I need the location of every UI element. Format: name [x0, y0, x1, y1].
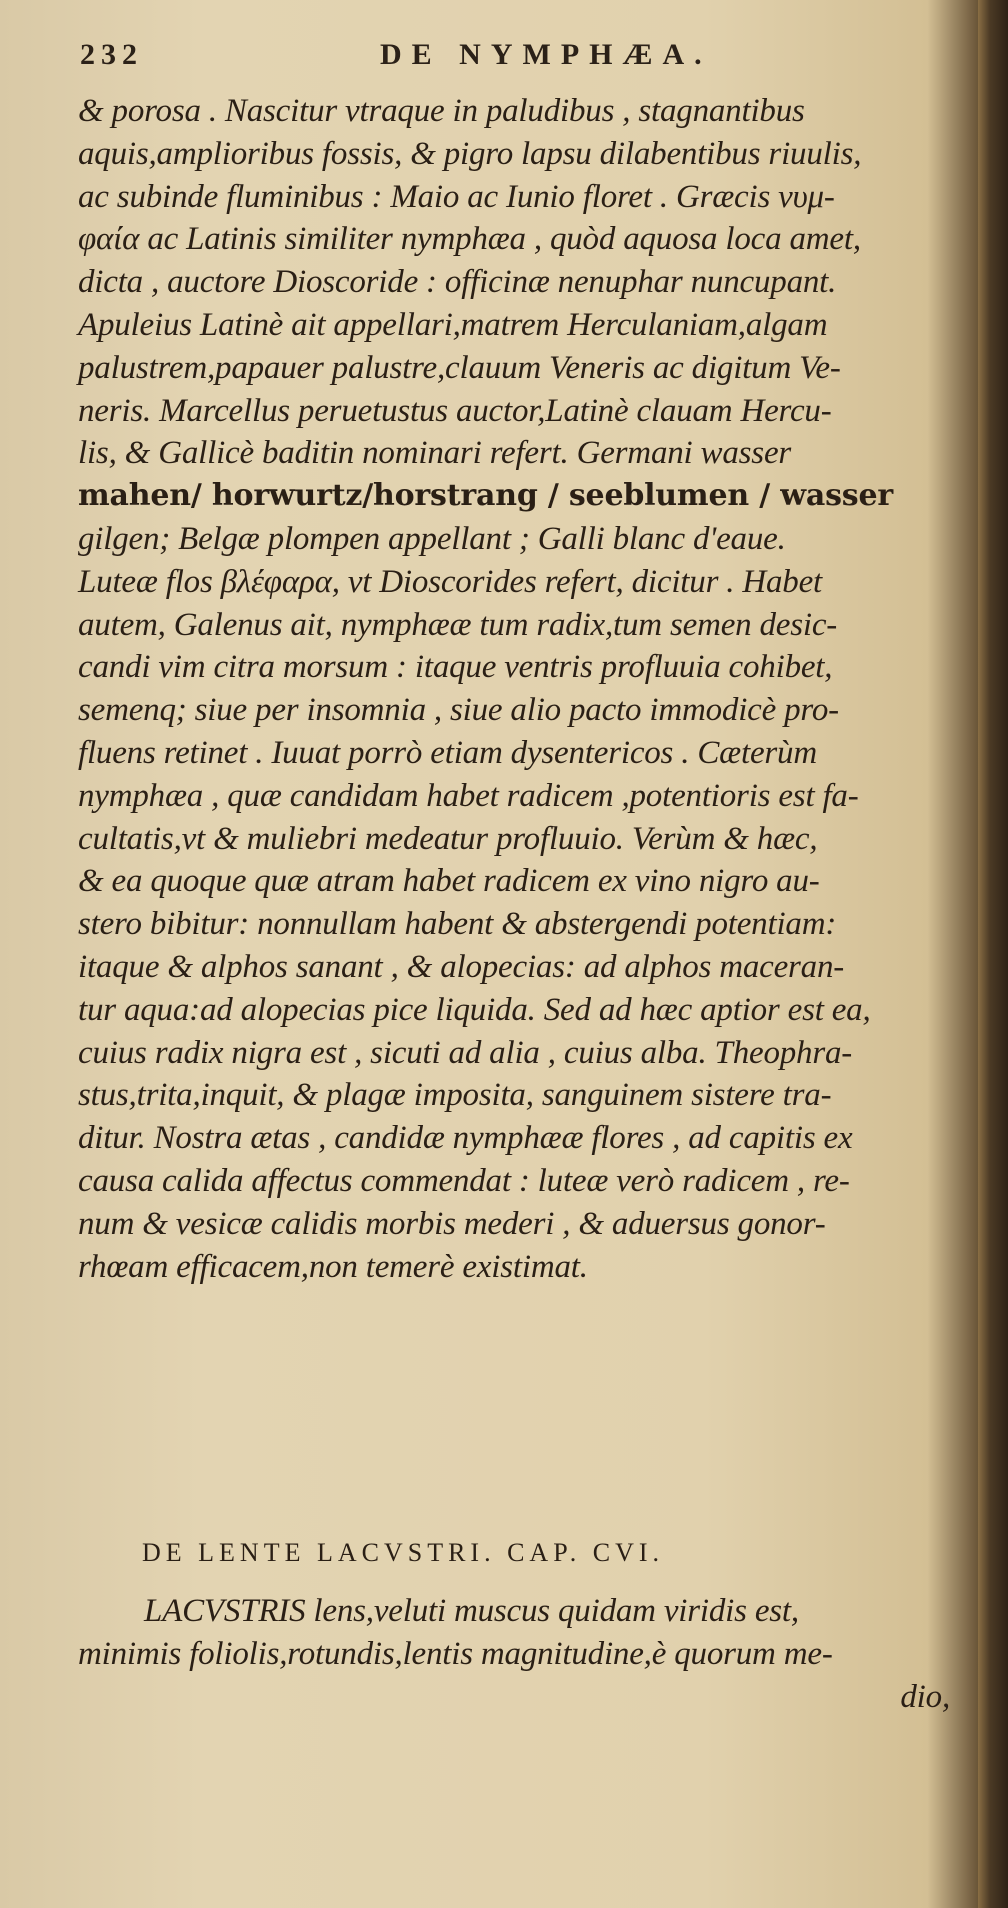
text-line-blackletter: mahen/ horwurtz/horstrang / seeblumen / wasser — [78, 478, 893, 514]
text-line: neris. Marcellus peruetustus auctor,Latinè clauam Hercu- — [78, 392, 832, 429]
text-line: nymphæa , quæ candidam habet radicem ,potentioris est fa- — [78, 777, 859, 814]
text-line: ac subinde fluminibus : Maio ac Iunio floret . Græcis νυμ- — [78, 178, 835, 215]
main-text-block — [78, 90, 970, 1288]
text-line: cuius radix nigra est , sicuti ad alia , cuius alba. Theophra- — [78, 1034, 853, 1071]
text-line: & porosa . Nascitur vtraque in paludibus , stagnantibus — [78, 93, 805, 129]
running-title: DE NYMPHÆA. — [380, 38, 712, 71]
text-line: & ea quoque quæ atram habet radicem ex vino nigro au- — [78, 863, 820, 900]
book-spine-edge — [978, 0, 1008, 1908]
page-header — [80, 38, 940, 82]
text-line: candi vim citra morsum : itaque ventris profluuia cohibet, — [78, 649, 833, 686]
text-line: LACVSTRIS lens,veluti muscus quidam viridis est, — [144, 1593, 799, 1629]
text-line: semenq; siue per insomnia , siue alio pacto immodicè pro- — [78, 692, 839, 729]
text-line: cultatis,vt & muliebri medeatur profluuio. Verùm & hæc, — [78, 820, 818, 857]
text-line: palustrem,papauer palustre,clauum Veneris ac digitum Ve- — [78, 349, 841, 386]
text-line: minimis foliolis,rotundis,lentis magnitudine,è quorum me- — [78, 1635, 833, 1672]
catchword: dio, — [900, 1678, 950, 1715]
text-line: dicta , auctore Dioscoride : officinæ nenuphar nuncupant. — [78, 264, 837, 301]
text-line: aquis,amplioribus fossis, & pigro lapsu dilabentibus riuulis, — [78, 135, 862, 172]
text-line: lis, & Gallicè baditin nominari refert. Germani wasser — [78, 435, 792, 472]
chapter-text-block — [78, 1590, 970, 1718]
text-line: ditur. Nostra ætas , candidæ nymphææ flores , ad capitis ex — [78, 1120, 853, 1157]
text-line: gilgen; Belgæ plompen appellant ; Galli blanc d'eaue. — [78, 520, 786, 557]
text-line: fluens retinet . Iuuat porrò etiam dysentericos . Cæterùm — [78, 734, 817, 771]
page-number: 232 — [80, 38, 143, 71]
chapter-heading: DE LENTE LACVSTRI. CAP. CVI. — [142, 1538, 665, 1567]
text-line: φαία ac Latinis similiter nymphæa , quòd aquosa loca amet, — [78, 221, 861, 258]
text-line: Luteæ flos βλέφαρα, vt Dioscorides refert, dicitur . Habet — [78, 563, 823, 600]
text-line: stero bibitur: nonnullam habent & abstergendi potentiam: — [78, 906, 837, 943]
text-line: Apuleius Latinè ait appellari,matrem Herculaniam,algam — [78, 306, 828, 343]
text-line: causa calida affectus commendat : luteæ verò radicem , re- — [78, 1162, 850, 1199]
text-line: autem, Galenus ait, nymphææ tum radix,tum semen desic- — [78, 606, 838, 643]
text-line: stus,trita,inquit, & plagæ imposita, sanguinem sistere tra- — [78, 1077, 832, 1114]
text-line: rhœam efficacem,non temerè existimat. — [78, 1248, 588, 1285]
text-line: tur aqua:ad alopecias pice liquida. Sed ad hæc aptior est ea, — [78, 991, 871, 1028]
text-line: num & vesicæ calidis morbis mederi , & aduersus gonor- — [78, 1205, 826, 1242]
text-line: itaque & alphos sanant , & alopecias: ad alphos maceran- — [78, 948, 845, 985]
